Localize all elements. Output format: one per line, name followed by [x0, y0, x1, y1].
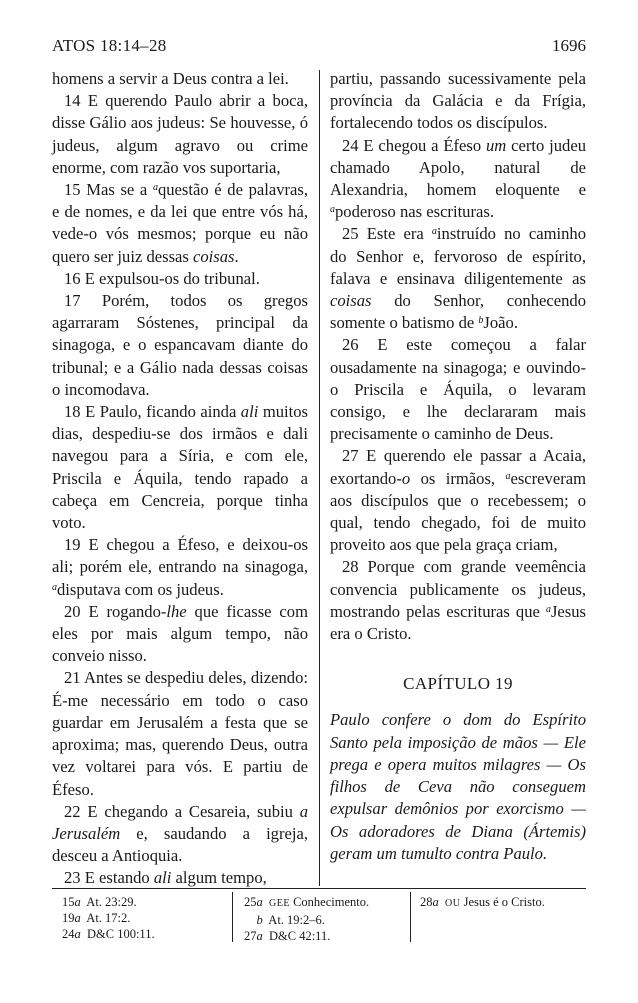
- verse-paragraph: 23 E estando ali algum tempo,: [64, 868, 267, 888]
- footnotes-column-1: [62, 894, 155, 942]
- continued-text: partiu, passando sucessivamente pela província da Galácia e da Frígia, fortalecendo todos os discípulos.: [330, 69, 586, 133]
- verse-paragraph: 24 E chegou a Éfeso um certo judeu chamado Apolo, natural de Alexandria, homem eloquente e $^a$poderoso nas escrituras.: [330, 135, 586, 222]
- footnote-entry: 28a OU Jesus é o Cristo.: [420, 895, 545, 909]
- footnotes-column-2: [244, 894, 369, 944]
- verse-paragraph: 26 E este começou a falar ousadamente na sinagoga; e ouvindo-o Priscila e Áquila, o levaram consigo, e lhe declararam mais precisamente o caminho de Deus.: [330, 335, 586, 444]
- footnote-entry: 24a D&C 100:11.: [62, 927, 155, 941]
- footnote-entry: b At. 19:2–6.: [256, 913, 325, 927]
- chapter-summary: Paulo confere o dom do Espírito Santo pela imposição de mãos — Ele prega e opera muitos milagres — Os filhos de Ceva não conseguem expulsar demônios por exorcismo — Os adoradores de Diana (Ártemis) geram um tumulto contra Paulo.: [330, 710, 586, 863]
- column-divider: [319, 70, 320, 886]
- page-number: 1696: [552, 36, 586, 55]
- footnote-entry: 27a D&C 42:11.: [244, 929, 331, 943]
- footnote-divider: [232, 892, 233, 942]
- footnote-entry: 15a At. 23:29.: [62, 895, 137, 909]
- verse-paragraph: 22 E chegando a Cesareia, subiu a Jerusalém e, saudando a igreja, desceu a Antioquia.: [52, 801, 308, 866]
- footnote-entry: 19a At. 17:2.: [62, 911, 131, 925]
- left-column: [52, 68, 308, 890]
- verse-paragraph: 28 Porque com grande veemência convencia publicamente os judeus, mostrando pelas escrituras que $^a$Jesus era o Cristo.: [330, 557, 586, 644]
- verse-paragraph: 15 Mas se a $^a$questão é de palavras, e de nomes, e da lei que entre vós há, vede-o vós mesmos; porque eu não quero ser juiz dessas coisas.: [52, 180, 309, 266]
- verse-paragraph: 16 E expulsou-os do tribunal.: [64, 268, 260, 288]
- continued-text: homens a servir a Deus contra a lei.: [52, 69, 289, 88]
- verse-paragraph: 25 Este era $^a$instruído no caminho do Senhor e, fervoroso de espírito, falava e ensinava diligentemente as coisas do Senhor, conhecendo somente o batismo de $^b$João.: [330, 224, 586, 333]
- page-header: [52, 36, 586, 60]
- right-column: [330, 68, 586, 865]
- verse-paragraph: 21 Antes se despediu deles, dizendo: É-me necessário em todo o caso guardar em Jerusalém a festa que se aproxima; mas, querendo Deus, outra vez voltarei para vós. E partiu de Éfeso.: [52, 668, 308, 799]
- footnote-divider: [410, 892, 411, 942]
- verse-paragraph: 20 E rogando-lhe que ficasse com eles por mais algum tempo, não conveio nisso.: [52, 601, 308, 666]
- footnote-entry: 25a GEE Conhecimento.: [244, 895, 370, 909]
- chapter-title: CAPÍTULO 19: [403, 674, 513, 694]
- verse-paragraph: 14 E querendo Paulo abrir a boca, disse Gálio aos judeus: Se houvesse, ó judeus, algum agravo ou crime enorme, com razão vos suportaria,: [52, 91, 308, 177]
- verse-paragraph: 17 Porém, todos os gregos agarraram Sóstenes, principal da sinagoga, e o espancavam diante do tribunal; e a Gálio nada dessas coisas o incomodava.: [52, 291, 308, 399]
- verse-paragraph: 19 E chegou a Éfeso, e deixou-os ali; porém ele, entrando na sinagoga, $^a$disputava com os judeus.: [52, 535, 308, 599]
- verse-paragraph: 18 E Paulo, ficando ainda ali muitos dias, despediu-se dos irmãos e dali navegou para a Síria, e com ele, Priscila e Áquila, tendo rapado a cabeça em Cencreia, porque tinha voto.: [52, 402, 308, 533]
- running-reference: ATOS 18:14–28: [52, 36, 167, 55]
- footnotes-column-3: [420, 894, 545, 912]
- footnote-rule: [52, 888, 586, 889]
- verse-paragraph: 27 E querendo ele passar a Acaia, exortando-o os irmãos, $^a$escreveram aos discípulos que o recebessem; o qual, tendo chegado, foi de muito proveito aos que pela graça criam,: [330, 446, 586, 555]
